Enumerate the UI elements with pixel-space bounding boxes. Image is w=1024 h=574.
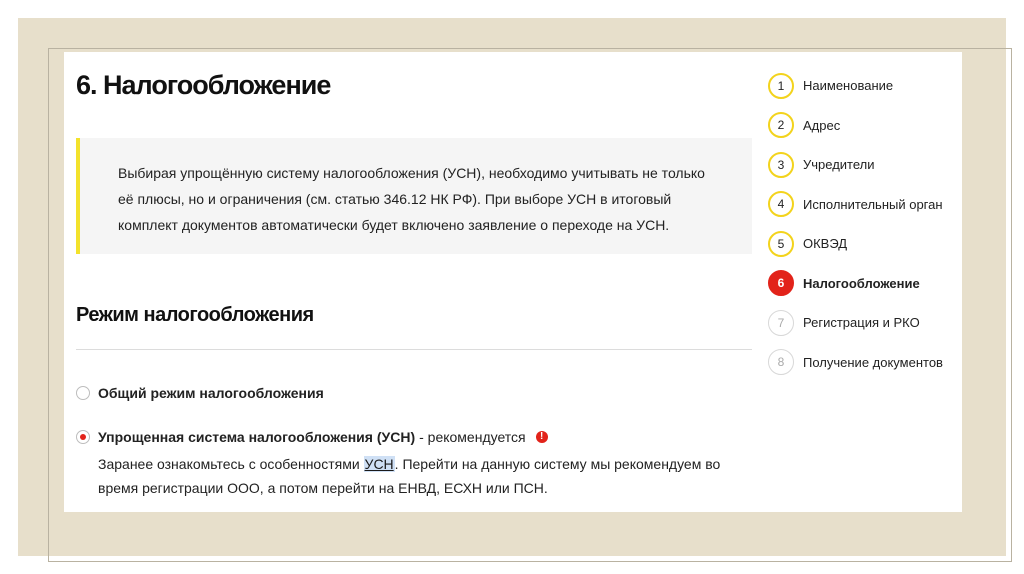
- step-item-1[interactable]: [768, 66, 958, 106]
- notice-text: Выбирая упрощённую систему налогообложения (УСН), необходимо учитывать не только её плюсы, но и ограничения (см. статью 346.12 НК РФ). При выборе УСН в итоговый комплект документов автоматически будет включено заявление о переходе на УСН.: [118, 165, 705, 233]
- step-item-6[interactable]: [768, 264, 958, 304]
- step-label: Получение документов: [803, 354, 943, 370]
- form-panel: [64, 52, 962, 512]
- step-label: Налогообложение: [803, 275, 920, 291]
- info-notice: [76, 138, 752, 254]
- step-label: Наименование: [803, 78, 894, 94]
- radio-general-regime[interactable]: [76, 386, 90, 400]
- step-item-7[interactable]: [768, 303, 958, 343]
- section-title: Режим налогообложения: [76, 304, 314, 326]
- step-number: 3: [768, 152, 794, 178]
- step-number: 8: [768, 349, 794, 375]
- steps-nav: [768, 66, 958, 382]
- step-number: 5: [768, 231, 794, 257]
- option-label: Общий режим налогообложения: [98, 385, 324, 401]
- step-item-3[interactable]: [768, 145, 958, 185]
- warning-icon[interactable]: !: [536, 431, 548, 443]
- step-label: Учредители: [803, 157, 875, 173]
- option-usn[interactable]: [76, 429, 548, 445]
- step-number: 1: [768, 73, 794, 99]
- step-item-8[interactable]: [768, 343, 958, 383]
- radio-usn[interactable]: [76, 430, 90, 444]
- option-recommended-suffix: - рекомендуется: [419, 429, 526, 445]
- usn-link[interactable]: УСН: [364, 456, 394, 472]
- description-before: Заранее ознакомьтесь с особенностями: [98, 456, 364, 472]
- step-label: Исполнительный орган: [803, 196, 943, 212]
- step-number: 6: [768, 270, 794, 296]
- step-item-5[interactable]: [768, 224, 958, 264]
- option-description: [98, 452, 758, 500]
- step-label: ОКВЭД: [803, 236, 848, 252]
- step-item-4[interactable]: [768, 185, 958, 225]
- description-after: . Перейти на данную систему мы рекомендуем во время регистрации ООО, а потом перейти на ЕНВД, ЕСХН или ПСН.: [98, 456, 721, 496]
- step-label: Регистрация и РКО: [803, 315, 920, 331]
- option-general-regime[interactable]: [76, 385, 324, 401]
- option-label: Упрощенная система налогообложения (УСН): [98, 429, 416, 445]
- step-number: 4: [768, 191, 794, 217]
- step-number: 2: [768, 112, 794, 138]
- section-divider: [76, 349, 752, 350]
- step-number: 7: [768, 310, 794, 336]
- step-label: Адрес: [803, 117, 841, 133]
- page-title: 6. Налогообложение: [76, 70, 331, 100]
- step-item-2[interactable]: [768, 106, 958, 146]
